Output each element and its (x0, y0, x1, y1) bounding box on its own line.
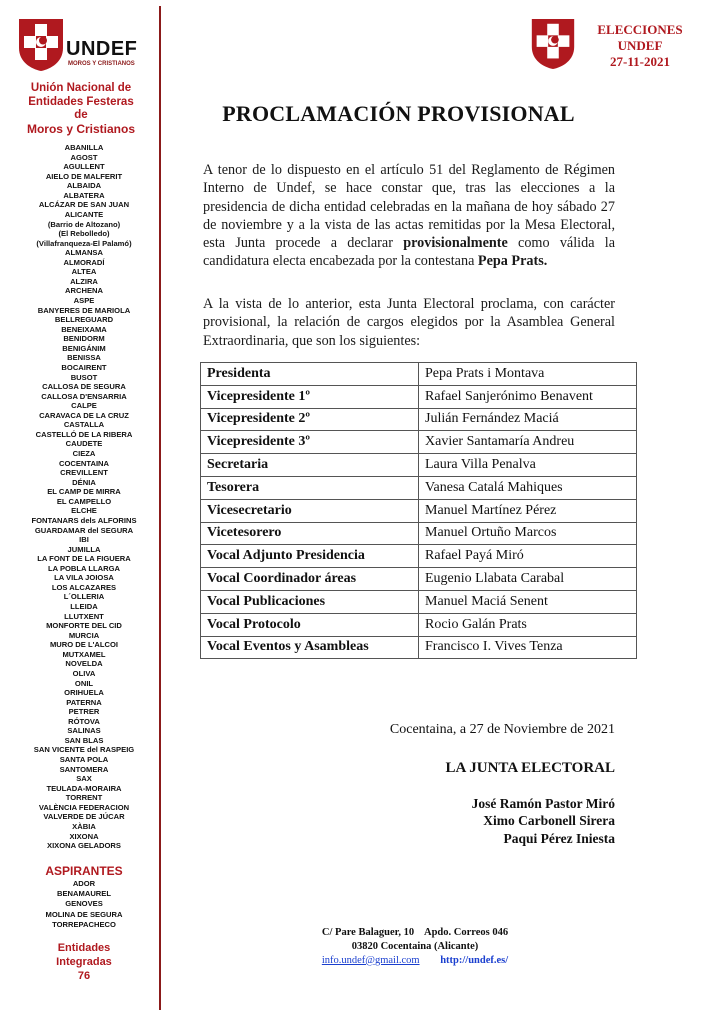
position-holder: Rocio Galán Prats (419, 613, 637, 636)
town-item: ALMANSA (65, 248, 103, 258)
town-item: BENIDORM (63, 334, 105, 344)
town-item: GUARDAMAR del SEGURA (34, 525, 134, 535)
position-role: Presidenta (201, 363, 419, 386)
town-item: (El Rebolledo) (58, 229, 110, 239)
position-holder: Rafael Sanjerónimo Benavent (419, 385, 637, 408)
town-item: LA POBLA LLARGA (48, 563, 120, 573)
aspirante-item: TORREPACHECO (52, 919, 116, 929)
town-item: ELCHE (71, 506, 97, 516)
town-item: CAUDETE (65, 439, 103, 449)
town-item: XIXONA (69, 831, 99, 841)
date-line: Cocentaina, a 27 de Noviembre de 2021 (389, 722, 615, 737)
position-role: Tesorera (201, 476, 419, 499)
aspirante-item: MOLINA DE SEGURA (45, 909, 123, 919)
position-role: Vocal Protocolo (201, 613, 419, 636)
town-item: BENEIXAMA (61, 324, 107, 334)
town-item: ALZIRA (70, 276, 98, 286)
intro-text: como válida la candidatura electa encabezada por la contestana (203, 235, 615, 270)
town-item: CARAVACA DE LA CRUZ (39, 410, 129, 420)
position-role: Vicepresidente 3º (201, 431, 419, 454)
union-title-line: Entidades Festeras (28, 95, 134, 108)
logo-subtitle: MOROS Y CRISTIANOS (68, 61, 135, 67)
position-role: Secretaria (201, 454, 419, 477)
position-role: Vicesecretario (201, 499, 419, 522)
town-item: ASPE (73, 296, 95, 305)
table-row (201, 568, 637, 591)
aspirante-item: BENAMAUREL (57, 889, 111, 899)
town-item: CREVILLENT (60, 468, 108, 478)
town-item: LA VILA JOIOSA (54, 573, 114, 583)
town-item: (Villafranqueza-El Palamó) (36, 238, 132, 248)
town-item: ARCHENA (65, 286, 103, 296)
candidate-name: Pepa Prats. (477, 253, 548, 270)
website-link[interactable]: http://undef.es/ (440, 954, 509, 966)
table-row (201, 613, 637, 636)
position-role: Vocal Eventos y Asambleas (201, 636, 419, 659)
table-row (201, 454, 637, 477)
table-row (201, 545, 637, 568)
town-item: AGOST (70, 152, 98, 162)
town-item: CASTALLA (63, 420, 105, 430)
town-item: MURO DE L'ALCOI (49, 640, 119, 650)
signer-name: Ximo Carbonell Sirera (483, 813, 615, 829)
footer-links (280, 954, 550, 968)
town-item: FONTANARS dels ALFORINS (31, 515, 137, 525)
town-item: MURCIA (68, 630, 100, 640)
town-item: XIXONA GELADORS (47, 841, 121, 851)
integrated-count: 76 (77, 970, 91, 982)
position-holder: Manuel Ortuño Marcos (419, 522, 637, 545)
town-item: SANTOMERA (59, 764, 109, 774)
position-holder: Manuel Martínez Pérez (419, 499, 637, 522)
table-row (201, 636, 637, 659)
table-row (201, 522, 637, 545)
union-title-line: Moros y Cristianos (26, 121, 136, 136)
position-role: Vicetesorero (201, 522, 419, 545)
union-title (6, 82, 156, 136)
table-row (201, 408, 637, 431)
document-title: PROCLAMACIÓN PROVISIONAL (222, 101, 575, 126)
town-item: ONIL (74, 678, 94, 688)
town-item: SAN VICENTE del RASPEIG (33, 745, 135, 755)
town-item: LOS ALCAZARES (51, 582, 117, 592)
town-item: ALBAIDA (66, 181, 102, 191)
email-link[interactable]: info.undef@gmail.com (321, 954, 420, 966)
position-holder: Julián Fernández Maciá (419, 408, 637, 431)
integrated-label: Entidades (57, 942, 111, 954)
town-item: SALINAS (67, 726, 101, 736)
member-towns-list (12, 143, 156, 851)
undef-logo (18, 18, 148, 76)
town-item: CALLOSA D'ENSARRIA (41, 391, 127, 401)
town-item: (Barrio de Altozano) (47, 219, 121, 229)
position-holder: Vanesa Catalá Mahiques (419, 476, 637, 499)
town-item: LLEIDA (70, 602, 98, 611)
town-item: BENISSA (67, 353, 101, 363)
table-row (201, 431, 637, 454)
town-item: MONFORTE DEL CID (46, 621, 122, 631)
town-item: BANYERES DE MARIOLA (37, 305, 131, 315)
town-item: ABANILLA (64, 143, 104, 152)
signer-name: Paqui Pérez Iniesta (503, 830, 615, 846)
position-holder: Francisco I. Vives Tenza (419, 636, 637, 659)
town-item: OLIVA (72, 668, 96, 678)
town-item: SAN BLAS (64, 735, 104, 745)
town-item: CALPE (71, 401, 97, 411)
position-role: Vocal Coordinador áreas (201, 568, 419, 591)
position-holder: Manuel Maciá Senent (419, 590, 637, 613)
town-item: VALÈNCIA FEDERACION (38, 802, 130, 812)
town-item: TEULADA-MORAIRA (46, 783, 122, 793)
town-item: COCENTAINA (58, 458, 110, 468)
town-item: DÉNIA (72, 477, 96, 487)
table-row (201, 385, 637, 408)
table-row (201, 476, 637, 499)
position-holder: Pepa Prats i Montava (419, 363, 637, 386)
town-item: ALICANTE (64, 209, 104, 219)
elections-date: 27-11-2021 (610, 54, 670, 69)
town-item: VALVERDE DE JÚCAR (43, 812, 125, 822)
town-item: CALLOSA DE SEGURA (42, 382, 126, 392)
town-item: L´OLLERIA (63, 592, 105, 602)
town-item: IBI (79, 535, 89, 545)
intro-text: A tenor de lo dispuesto en el artículo 51 del Reglamento de Régimen Interno de Undef, se hace constar que, tras las elecciones a la presidencia de dicha entidad celebradas en la mañana de hoy sábado 27 de noviembre y a la vista de las actas remitidas por la Mesa Electoral, esta Junta procede a declarar (203, 162, 615, 252)
town-item: ALCÁZAR DE SAN JUAN (38, 200, 130, 210)
town-item: XÀBIA (72, 821, 96, 831)
town-item: ALMORADÍ (63, 257, 105, 267)
position-role: Vicepresidente 2º (201, 408, 419, 431)
position-holder: Laura Villa Penalva (419, 454, 637, 477)
town-item: SANTA POLA (59, 755, 109, 764)
elections-header (590, 22, 690, 70)
aspirante-item: ADOR (72, 879, 96, 888)
integrated-label: Integradas (56, 956, 112, 968)
footer-city: 03820 Cocentaina (Alicante) (351, 940, 479, 952)
integrated-entities (12, 941, 156, 983)
logo-text: UNDEF (66, 38, 138, 60)
positions-table (200, 362, 637, 659)
town-item: TORRENT (65, 793, 103, 803)
town-item: PATERNA (66, 697, 102, 707)
town-item: EL CAMP DE MIRRA (47, 487, 121, 497)
town-item: ALTEA (71, 267, 97, 277)
union-title-line: de (74, 109, 88, 121)
footer-address: C/ Pare Balaguer, 10 Apdo. Correos 046 (321, 927, 509, 938)
position-holder: Eugenio Llabata Carabal (419, 568, 637, 591)
union-title-line: Unión Nacional de (30, 82, 132, 94)
footer (280, 926, 550, 967)
table-row (201, 499, 637, 522)
table-row (201, 590, 637, 613)
town-item: LLUTXENT (64, 611, 104, 621)
sidebar-divider (159, 6, 161, 1010)
shield-logo-icon (18, 18, 64, 72)
intro-emphasis: provisionalmente (403, 235, 508, 252)
town-item: BELLREGUARD (54, 315, 114, 325)
town-item: EL CAMPELLO (56, 496, 112, 506)
second-paragraph: A la vista de lo anterior, esta Junta Electoral proclama, con carácter provisional, la relación de cargos elegidos por la Asamblea General Extraordinaria, que son los siguientes: (203, 296, 615, 349)
town-item: MUTXAMEL (62, 649, 106, 659)
position-holder: Rafael Payá Miró (419, 545, 637, 568)
aspirantes-list (12, 879, 156, 930)
town-item: CASTELLÓ DE LA RIBERA (35, 429, 133, 439)
town-item: JUMILLA (67, 544, 101, 554)
position-holder: Xavier Santamaría Andreu (419, 431, 637, 454)
aspirantes-title: ASPIRANTES (45, 864, 123, 878)
junta-title: LA JUNTA ELECTORAL (445, 760, 615, 776)
elections-line: UNDEF (617, 38, 663, 53)
town-item: LA FONT DE LA FIGUERA (37, 554, 131, 564)
signers-list (340, 795, 615, 847)
town-item: PETRER (68, 707, 100, 717)
position-role: Vocal Publicaciones (201, 590, 419, 613)
position-role: Vocal Adjunto Presidencia (201, 545, 419, 568)
town-item: CIEZA (72, 449, 96, 458)
town-item: ALBATERA (63, 190, 105, 200)
signer-name: José Ramón Pastor Miró (471, 796, 615, 811)
town-item: SAX (76, 774, 92, 784)
town-item: AIELO DE MALFERIT (45, 171, 123, 181)
town-item: BUSOT (70, 372, 98, 382)
town-item: BENIGÁNIM (62, 343, 106, 353)
elections-line: ELECCIONES (597, 22, 683, 37)
intro-paragraph (203, 161, 615, 271)
town-item: NOVELDA (65, 659, 103, 669)
sidebar (0, 0, 160, 1010)
town-item: RÓTOVA (68, 716, 100, 726)
town-item: AGULLENT (63, 162, 105, 172)
town-item: BOCAIRENT (61, 362, 107, 372)
position-role: Vicepresidente 1º (201, 385, 419, 408)
aspirante-item: GENOVES (65, 899, 103, 909)
table-row (201, 363, 637, 386)
town-item: ORIHUELA (64, 688, 104, 698)
shield-logo-icon (530, 18, 576, 70)
